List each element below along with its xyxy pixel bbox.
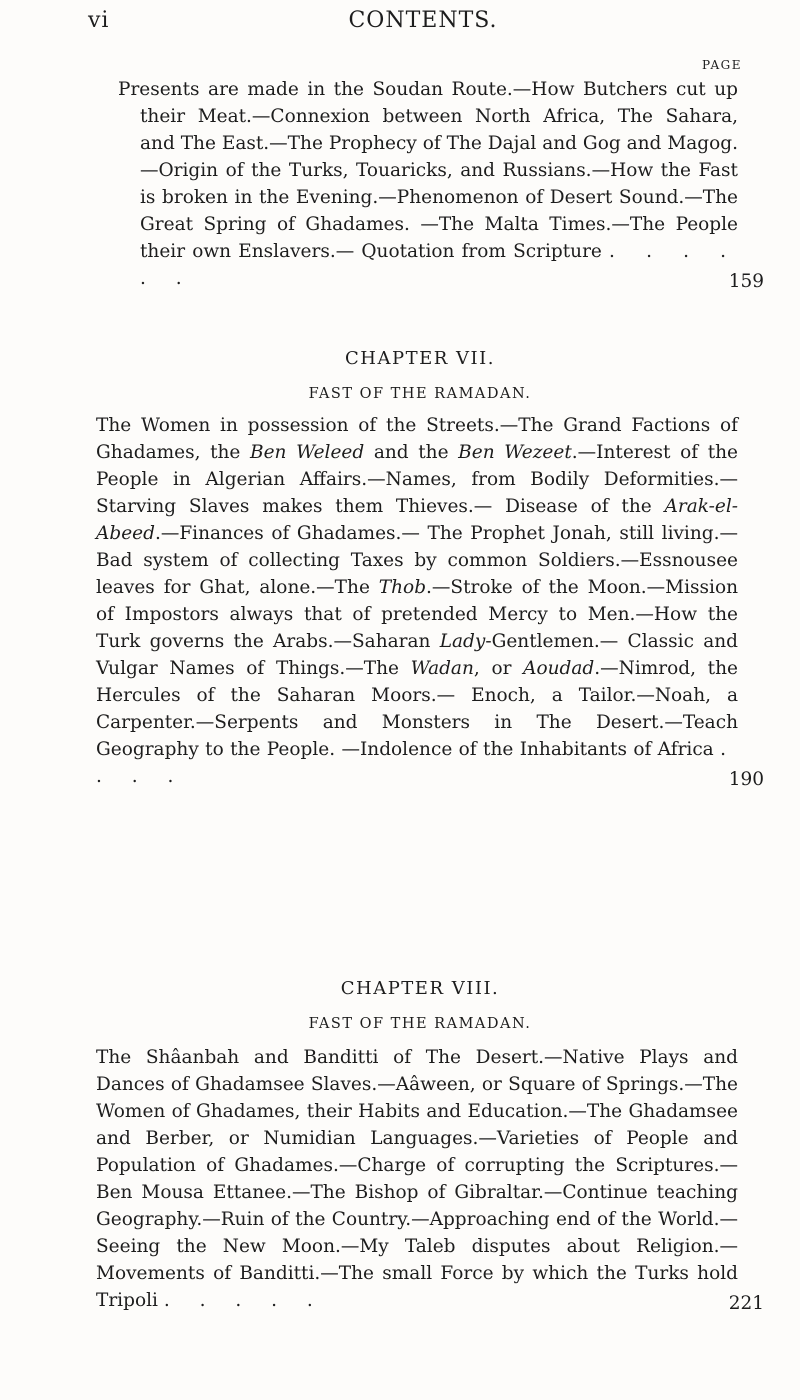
running-title: CONTENTS. [348, 8, 498, 33]
contents-entry-ch7 [96, 412, 764, 790]
summary-text: .—Stroke of the Moon.—Mission of Impostors always that of pretended Mercy to Men.—How the Turk governs the Arabs.—Saharan [96, 577, 738, 652]
dot-leaders: . . . . . . [140, 241, 739, 289]
running-header [88, 8, 758, 42]
chapter-summary [96, 1044, 738, 1314]
summary-text: and the [364, 442, 459, 463]
page-column-label: PAGE [702, 58, 742, 72]
italic-term: Lady [439, 631, 486, 652]
chapter-heading: CHAPTER VII. [345, 348, 495, 369]
italic-term: Aoudad [523, 658, 595, 679]
italic-term: Ben Wezeet [458, 442, 572, 463]
summary-text: .—Finances of Ghadames.— The Prophet Jonah, still living.—Bad system of collecting Taxes by common Soldiers.—Essnousee leaves for Ghat, alone.—The [96, 523, 738, 598]
italic-term: Thob [378, 577, 427, 598]
dot-leaders: . . . . . [163, 1290, 325, 1311]
italic-term: Wadan [410, 658, 474, 679]
italic-term: Arak-el-Abeed [96, 496, 738, 544]
contents-entry-ch6-tail [118, 76, 764, 292]
summary-text: -Gentlemen.— Classic and Vulgar Names of Things.—The [96, 631, 738, 679]
summary-text: The Shâanbah and Banditti of The Desert.—Native Plays and Dances of Ghadamsee Slaves.—Aâween, or Square of Springs.—The Women of Ghadames, their Habits and Education.—The Ghadamsee and Berber, or Numidian Languages.—Varieties of People and Population of Ghadames.—Charge of corrupting the Scriptures.—Ben Mousa Ettanee.—The Bishop of Gibraltar.—Continue teaching Geography.—Ruin of the Country.—Approaching end of the World.—Seeing the New Moon.—My Taleb disputes about Religion.—Movements of Banditti.—The small Force by which the Turks hold Tripoli [96, 1047, 738, 1311]
summary-text: .—Interest of the People in Algerian Affairs.—Names, from Bodily Deformities.—Starving Slaves makes them Thieves.— Disease of the [96, 442, 739, 517]
page-folio: vi [88, 8, 110, 33]
summary-text: , or [473, 658, 524, 679]
page-number: 190 [728, 769, 764, 790]
chapter-subtitle: FAST OF THE RAMADAN. [308, 1016, 532, 1032]
contents-entry-ch8 [96, 1044, 764, 1314]
italic-term: Ben Weleed [250, 442, 365, 463]
summary-text: Presents are made in the Soudan Route.—How Butchers cut up their Meat.—Connexion between North Africa, The Sahara, and The East.—The Prophecy of The Dajal and Gog and Magog.—Origin of the Turks, Touaricks, and Russians.—How the Fast is broken in the Evening.—Phenomenon of Desert Sound.—The Great Spring of Ghadames. —The Malta Times.—The People their own Enslavers.— Quotation from Scripture [118, 79, 738, 262]
chapter-summary [96, 412, 738, 790]
summary-text: .—Nimrod, the Hercules of the Saharan Moors.— Enoch, a Tailor.—Noah, a Carpenter.—Serpents and Monsters in The Desert.—Teach Geography to the People. —Indolence of the Inhabitants of Africa [96, 658, 738, 760]
chapter-summary [118, 76, 738, 292]
summary-text: The Women in possession of the Streets.—The Grand Factions of Ghadames, the [96, 415, 738, 463]
chapter-heading: CHAPTER VIII. [340, 978, 500, 999]
chapter-subtitle: FAST OF THE RAMADAN. [308, 386, 532, 402]
dot-leaders: . . . . [96, 739, 738, 787]
page-number: 221 [728, 1293, 764, 1314]
page-number: 159 [728, 271, 764, 292]
